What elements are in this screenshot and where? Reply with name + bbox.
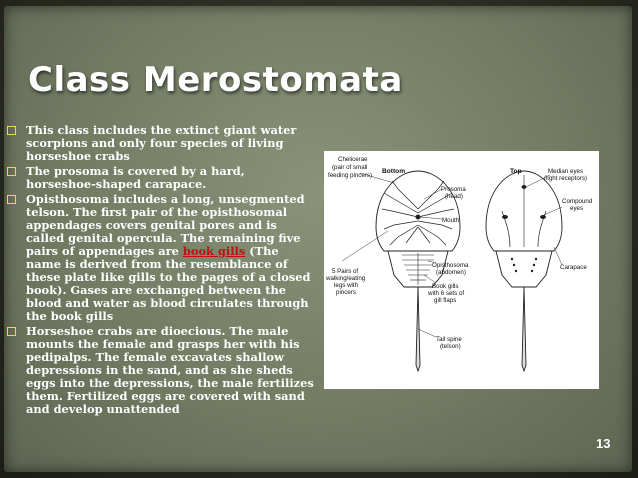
bullet-text: The prosoma is covered by a hard, horseshoe-shaped carapace. [26, 164, 245, 191]
bullet-list [6, 124, 314, 418]
abdomen-dots [511, 258, 537, 272]
book-gills-highlight: book gills [182, 244, 246, 258]
median-eyes-marker [522, 186, 526, 189]
square-bullet-icon [7, 195, 16, 204]
bullet-item [6, 193, 314, 323]
bullet-item [6, 124, 314, 163]
label-opisthosoma: Opisthosoma [432, 262, 469, 269]
label-legs: walking/eating [326, 275, 366, 282]
bullet-item [6, 165, 314, 191]
label-chelicerae: Chelicerae [338, 156, 368, 163]
bullet-text-continued: (The name is derived from the resemblance of these plate like gills to the pages of a closed book). Gases are exchanged between the blood and water as blood circulates through the book gills [26, 244, 311, 323]
label-compound-eyes: eyes [570, 205, 584, 212]
label-chelicerae: feeding pincers) [328, 172, 373, 179]
label-carapace: Carapace [560, 264, 587, 271]
bullet-item [6, 325, 314, 416]
crab-top-view [486, 171, 562, 371]
compound-eye-right [541, 216, 546, 219]
square-bullet-icon [7, 327, 16, 336]
label-tail-spine: (telson) [440, 343, 461, 350]
label-median-eyes: (light receptors) [544, 175, 587, 182]
bottom-carapace-outline [376, 171, 460, 251]
label-median-eyes: Median eyes [548, 168, 584, 175]
label-legs: legs with [334, 282, 359, 289]
label-top-view: Top [510, 168, 522, 175]
label-bottom-view: Bottom [382, 168, 406, 175]
top-abdomen-outline [496, 251, 552, 287]
mouth-marker [416, 215, 420, 219]
square-bullet-icon [7, 167, 16, 176]
label-book-gills: Book gills [432, 283, 459, 290]
label-opisthosoma: (abdomen) [436, 269, 466, 276]
label-tail-spine: Tail spine [436, 336, 462, 343]
bullet-text: Opisthosoma includes a long, unsegmented telson. The first pair of the opisthosomal appendages covers genital pores and is called genital opercula. The remaining five pairs of appendages are [26, 192, 305, 258]
bullet-text: This class includes the extinct giant water scorpions and only four species of living horseshoe crabs [26, 123, 297, 163]
slide-title: Class Merostomata [28, 60, 403, 100]
book-gill-plates [402, 253, 434, 285]
compound-eye-left [503, 216, 508, 219]
label-legs: 5 Pairs of [332, 268, 359, 275]
label-prosoma: Prosoma [441, 186, 466, 193]
label-book-gills: gill flaps [434, 297, 457, 304]
label-book-gills: with 6 sets of [428, 290, 465, 297]
top-tail-spine [522, 287, 526, 371]
bullet-text: Horseshoe crabs are dioecious. The male mounts the female and grasps her with his pedipalps. The female excavates shallow depressions in the sand, and as she sheds eggs into the depressions, the male fertilizes them. Fertilized eggs are covered with sand and develop unattended [26, 324, 314, 416]
label-chelicerae: (pair of small [332, 164, 368, 171]
label-compound-eyes: Compound [562, 198, 593, 205]
label-prosoma: (head) [445, 193, 463, 200]
horseshoe-crab-diagram [324, 151, 599, 389]
label-mouth: Mouth [442, 217, 460, 224]
page-number: 13 [596, 436, 611, 451]
square-bullet-icon [7, 126, 16, 135]
label-legs: pincers [336, 289, 356, 296]
